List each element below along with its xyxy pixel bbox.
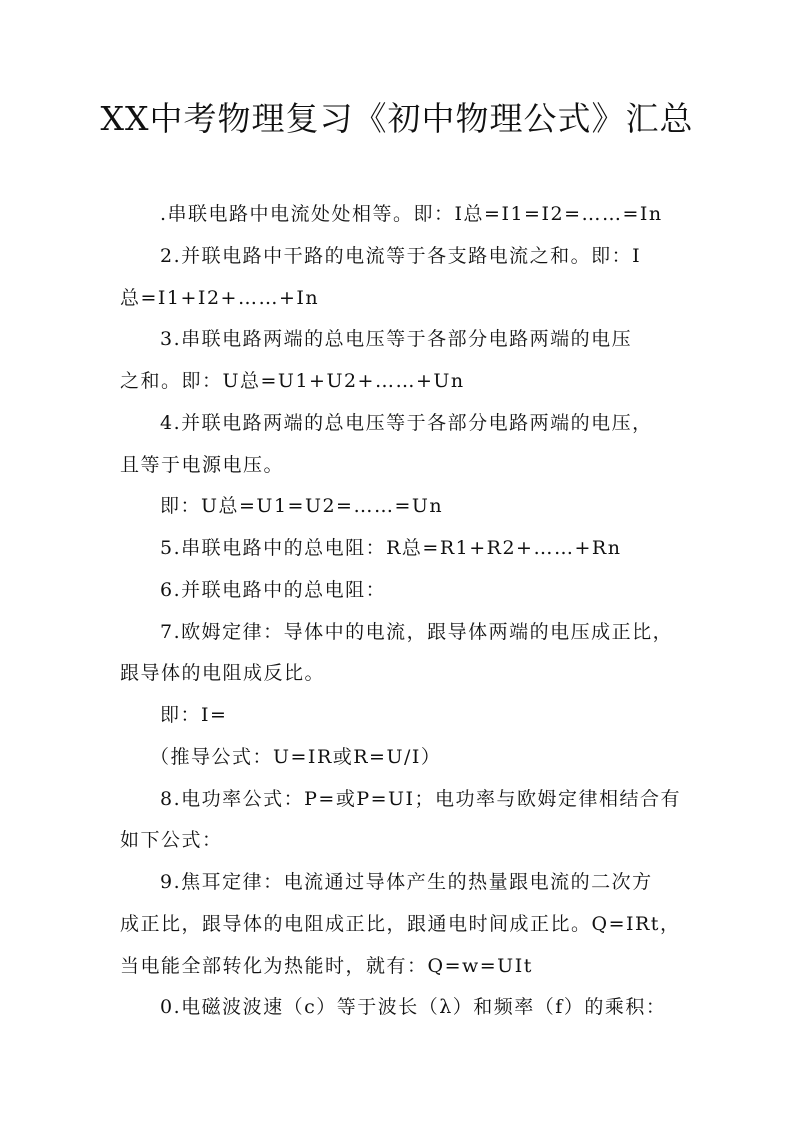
text-line-11: 7.欧姆定律：导体中的电流，跟导体两端的电压成正比，	[160, 621, 674, 643]
text-line-7: 且等于电源电压。	[120, 454, 285, 476]
text-line-16: 如下公式：	[120, 829, 223, 851]
text-line-17: 9.焦耳定律：电流通过导体产生的热量跟电流的二次方	[160, 871, 653, 893]
text-line-9: 5.串联电路中的总电阻：R总=R1+R2+……+Rn	[160, 537, 622, 559]
text-line-3: 总=I1+I2+……+In	[120, 287, 320, 309]
text-line-13: 即：I=	[160, 704, 228, 726]
text-line-2: 2.并联电路中干路的电流等于各支路电流之和。即：I	[160, 245, 642, 267]
text-line-10: 6.并联电路中的总电阻：	[160, 579, 387, 601]
text-line-12: 跟导体的电阻成反比。	[120, 662, 326, 684]
text-line-8: 即：U总=U1=U2=……=Un	[160, 495, 444, 517]
document-title: XX中考物理复习《初中物理公式》汇总	[100, 99, 694, 138]
text-line-4: 3.串联电路两端的总电压等于各部分电路两端的电压	[160, 328, 633, 350]
text-line-1: .串联电路中电流处处相等。即：I总=I1=I2=……=In	[160, 203, 663, 225]
text-line-19: 当电能全部转化为热能时，就有：Q=w=UIt	[120, 955, 533, 977]
text-line-6: 4.并联电路两端的总电压等于各部分电路两端的电压，	[160, 412, 653, 434]
text-line-18: 成正比，跟导体的电阻成正比，跟通电时间成正比。Q=IRt，	[120, 913, 681, 935]
text-line-15: 8.电功率公式：P=或P=UI；电功率与欧姆定律相结合有	[160, 788, 682, 810]
text-line-14: （推导公式：U=IR或R=U/I）	[150, 746, 442, 768]
text-line-20: 0.电磁波波速（c）等于波长（λ）和频率（f）的乘积：	[160, 996, 667, 1018]
text-line-5: 之和。即：U总=U1+U2+……+Un	[120, 370, 465, 392]
